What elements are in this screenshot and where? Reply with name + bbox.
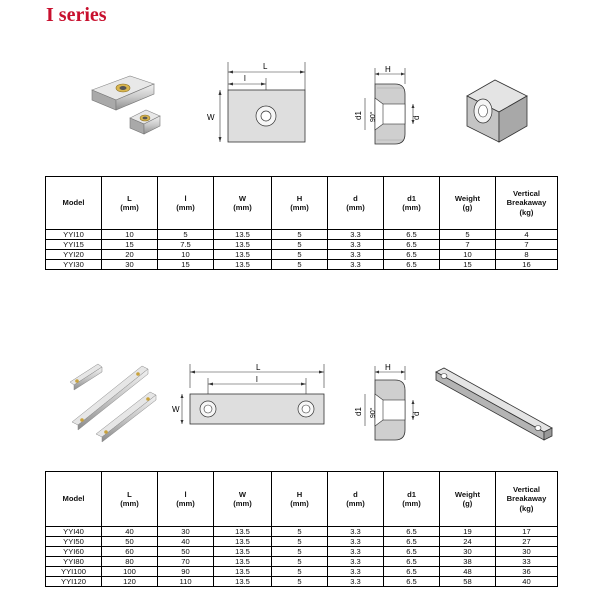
dim-d1-label: d1 — [354, 111, 363, 120]
column-unit: (mm) — [176, 499, 195, 508]
table-cell: YYI15 — [46, 240, 102, 250]
column-unit: (kg) — [519, 503, 534, 513]
table-cell: 5 — [272, 260, 328, 270]
table-cell: 38 — [440, 557, 496, 567]
table-cell: 10 — [440, 250, 496, 260]
table-cell: 6.5 — [384, 567, 440, 577]
column-name: H — [296, 489, 303, 499]
column-name: l — [184, 193, 187, 203]
column-name: W — [238, 489, 247, 499]
column-unit: (mm) — [402, 203, 421, 212]
table-cell: 5 — [272, 250, 328, 260]
column-name: Model — [62, 198, 85, 208]
column-header — [496, 472, 558, 527]
column-unit: (mm) — [402, 499, 421, 508]
table-cell: 5 — [272, 527, 328, 537]
table-cell: YYI50 — [46, 537, 102, 547]
table-cell: 40 — [158, 537, 214, 547]
column-name: d1 — [407, 193, 416, 203]
dim-d1-label-2: d1 — [354, 407, 363, 416]
table-cell: 3.3 — [328, 547, 384, 557]
column-header — [384, 472, 440, 527]
table-cell: 6.5 — [384, 527, 440, 537]
column-unit: (mm) — [290, 203, 309, 212]
column-name: d — [353, 193, 358, 203]
table-cell: 13.5 — [214, 557, 272, 567]
table-cell: 13.5 — [214, 547, 272, 557]
column-unit: (mm) — [290, 499, 309, 508]
table-cell: 10 — [158, 250, 214, 260]
table-cell: 16 — [496, 260, 558, 270]
table-cell: 6.5 — [384, 547, 440, 557]
table-cell: 7.5 — [158, 240, 214, 250]
column-name: d — [353, 489, 358, 499]
table-cell: 13.5 — [214, 567, 272, 577]
column-unit: (g) — [462, 499, 473, 508]
dim-L-label-2: L — [256, 363, 261, 372]
table-cell: 6.5 — [384, 577, 440, 587]
table-cell: 6.5 — [384, 240, 440, 250]
table-row — [46, 547, 558, 557]
column-name: Weight — [454, 193, 481, 203]
table-cell: 13.5 — [214, 240, 272, 250]
table-cell: 3.3 — [328, 240, 384, 250]
table-cell: 5 — [440, 230, 496, 240]
table-cell: 48 — [440, 567, 496, 577]
column-name: Vertical Breakaway — [506, 188, 547, 208]
column-header — [46, 472, 102, 527]
table-cell: 3.3 — [328, 567, 384, 577]
column-header — [102, 472, 158, 527]
column-header — [328, 472, 384, 527]
table-cell: 5 — [272, 240, 328, 250]
spec-table-long — [45, 471, 558, 587]
table-row — [46, 240, 558, 250]
table-cell: 80 — [102, 557, 158, 567]
short-magnet-isometric-drawing — [455, 66, 535, 156]
table-header-row — [46, 177, 558, 230]
table-body — [46, 230, 558, 270]
dim-H-label-2: H — [385, 363, 391, 372]
column-header — [440, 177, 496, 230]
table-cell: 30 — [158, 527, 214, 537]
long-magnet-top-view-drawing — [172, 360, 337, 435]
table-cell: YYI20 — [46, 250, 102, 260]
column-name: d1 — [407, 489, 416, 499]
dim-H-label: H — [385, 65, 391, 74]
table-cell: 5 — [272, 547, 328, 557]
column-unit: (mm) — [233, 203, 252, 212]
table-cell: 3.3 — [328, 527, 384, 537]
dim-L-label: L — [263, 62, 268, 71]
table-body — [46, 527, 558, 587]
column-header — [158, 472, 214, 527]
column-header — [328, 177, 384, 230]
table-row — [46, 527, 558, 537]
table-cell: 3.3 — [328, 577, 384, 587]
table-cell: 15 — [440, 260, 496, 270]
column-unit: (kg) — [519, 207, 534, 217]
long-magnet-photo — [62, 352, 167, 447]
table-row — [46, 250, 558, 260]
long-magnet-section-drawing — [335, 362, 425, 450]
table-row — [46, 577, 558, 587]
dim-l-label: l — [244, 74, 246, 83]
column-name: L — [127, 193, 132, 203]
column-header — [496, 177, 558, 230]
table-row — [46, 557, 558, 567]
table-row — [46, 567, 558, 577]
column-unit: (mm) — [346, 499, 365, 508]
column-header — [272, 177, 328, 230]
table-row — [46, 260, 558, 270]
table-cell: YYI40 — [46, 527, 102, 537]
table-cell: 17 — [496, 527, 558, 537]
table-cell: 8 — [496, 250, 558, 260]
table-cell: YYI120 — [46, 577, 102, 587]
dim-W-label-2: W — [172, 405, 180, 414]
table-cell: 3.3 — [328, 537, 384, 547]
dim-d-label: d — [412, 115, 421, 120]
table-cell: 15 — [158, 260, 214, 270]
table-cell: 13.5 — [214, 230, 272, 240]
column-header — [214, 472, 272, 527]
table-cell: 19 — [440, 527, 496, 537]
page-title: I series — [46, 4, 107, 26]
table-cell: 5 — [158, 230, 214, 240]
column-header — [214, 177, 272, 230]
column-name: W — [238, 193, 247, 203]
dim-W-label: W — [207, 113, 215, 122]
table-cell: YYI80 — [46, 557, 102, 567]
table-row — [46, 537, 558, 547]
column-name: H — [296, 193, 303, 203]
table-cell: 27 — [496, 537, 558, 547]
table-cell: 4 — [496, 230, 558, 240]
column-name: Model — [62, 494, 85, 504]
table-cell: 10 — [102, 230, 158, 240]
dim-angle-label: 90° — [370, 111, 377, 122]
table-cell: 7 — [440, 240, 496, 250]
table-cell: 13.5 — [214, 260, 272, 270]
table-cell: 60 — [102, 547, 158, 557]
column-unit: (mm) — [120, 499, 139, 508]
table-cell: 6.5 — [384, 230, 440, 240]
table-cell: 5 — [272, 557, 328, 567]
table-cell: 100 — [102, 567, 158, 577]
table-cell: 15 — [102, 240, 158, 250]
table-cell: 30 — [440, 547, 496, 557]
table-cell: 13.5 — [214, 527, 272, 537]
column-unit: (g) — [462, 203, 473, 212]
table-cell: 13.5 — [214, 577, 272, 587]
column-name: l — [184, 489, 187, 499]
table-cell: YYI100 — [46, 567, 102, 577]
column-name: L — [127, 489, 132, 499]
table-cell: 40 — [496, 577, 558, 587]
short-magnet-section-drawing — [335, 62, 425, 154]
table-cell: YYI10 — [46, 230, 102, 240]
column-header — [384, 177, 440, 230]
table-cell: 36 — [496, 567, 558, 577]
table-cell: 30 — [496, 547, 558, 557]
table-cell: YYI60 — [46, 547, 102, 557]
short-magnet-top-view-drawing — [200, 58, 320, 156]
column-unit: (mm) — [120, 203, 139, 212]
table-cell: 20 — [102, 250, 158, 260]
table-cell: 110 — [158, 577, 214, 587]
table-cell: 13.5 — [214, 250, 272, 260]
column-header — [272, 472, 328, 527]
table-cell: 3.3 — [328, 250, 384, 260]
dim-angle-label-2: 90° — [370, 407, 377, 418]
table-cell: 6.5 — [384, 537, 440, 547]
short-magnet-photo — [78, 62, 168, 147]
column-unit: (mm) — [346, 203, 365, 212]
table-cell: 33 — [496, 557, 558, 567]
table-cell: 6.5 — [384, 260, 440, 270]
column-unit: (mm) — [176, 203, 195, 212]
column-header — [440, 472, 496, 527]
table-cell: 58 — [440, 577, 496, 587]
table-cell: 6.5 — [384, 557, 440, 567]
table-cell: 90 — [158, 567, 214, 577]
table-cell: 7 — [496, 240, 558, 250]
table-cell: 70 — [158, 557, 214, 567]
table-cell: YYI30 — [46, 260, 102, 270]
column-header — [158, 177, 214, 230]
column-header — [102, 177, 158, 230]
table-header-row — [46, 472, 558, 527]
dim-d-label-2: d — [412, 411, 421, 416]
column-name: Vertical Breakaway — [506, 484, 547, 504]
long-magnet-isometric-drawing — [430, 360, 560, 445]
table-cell: 5 — [272, 230, 328, 240]
column-name: Weight — [454, 489, 481, 499]
table-cell: 13.5 — [214, 537, 272, 547]
table-cell: 5 — [272, 537, 328, 547]
table-cell: 50 — [102, 537, 158, 547]
table-cell: 50 — [158, 547, 214, 557]
table-cell: 40 — [102, 527, 158, 537]
table-cell: 3.3 — [328, 260, 384, 270]
column-header — [46, 177, 102, 230]
table-cell: 3.3 — [328, 557, 384, 567]
table-cell: 24 — [440, 537, 496, 547]
table-cell: 5 — [272, 567, 328, 577]
table-cell: 6.5 — [384, 250, 440, 260]
table-row — [46, 230, 558, 240]
table-cell: 30 — [102, 260, 158, 270]
table-cell: 3.3 — [328, 230, 384, 240]
column-unit: (mm) — [233, 499, 252, 508]
table-cell: 120 — [102, 577, 158, 587]
spec-table-short — [45, 176, 558, 270]
dim-l-label-2: l — [256, 375, 258, 384]
table-cell: 5 — [272, 577, 328, 587]
